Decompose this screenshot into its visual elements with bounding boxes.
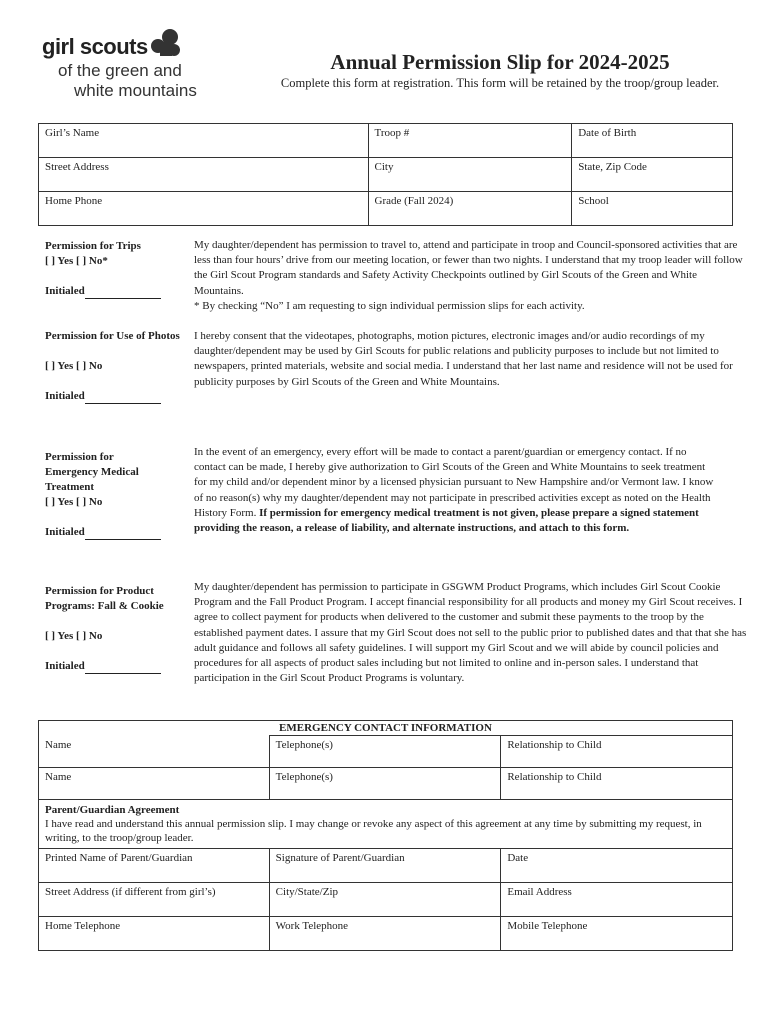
school-field[interactable]: School (572, 192, 733, 226)
printed-name-field[interactable]: Printed Name of Parent/Guardian (39, 849, 270, 883)
table-row (39, 192, 733, 226)
trips-title: Permission for Trips (45, 240, 141, 252)
contact2-relationship-field[interactable]: Relationship to Child (501, 768, 733, 800)
medical-text: In the event of an emergency, every effort will be made to contact a parent/guardian or emergency contact. If no contact can be made, I hereby give authorization to Girl Scouts of the Green and White Mountains to seek treatment for my child and/or dependent minor by a licensed physician pursuant to New Hampshire and/or Vermont law. I know of no reason(s) why my daughter/dependent may not participate in prescribed activities except as noted on the Health History Form. If permission for emergency medical treatment is not given, please prepare a signed statement providing the reason, a release of liability, and alternate instructions, and attach to this form. (194, 446, 714, 535)
photos-label (45, 329, 180, 404)
trefoil-icon (146, 28, 186, 62)
agreement-title: Parent/Guardian Agreement (45, 804, 180, 816)
table-row (39, 736, 733, 768)
photos-text: I hereby consent that the videotapes, photographs, motion pictures, electronic images and/or audio recordings of my daughter/dependent may be used by Girl Scouts for public relations and publicity purposes to include but not limited to newspapers, printed materials, website and social media. I understand that her last name and residence will not be used for publicity purposes by Girl Scouts of the Green and White Mountains. (194, 330, 733, 388)
trips-options[interactable]: [ ] Yes [ ] No* (45, 255, 108, 267)
contact1-name-field[interactable]: Name (39, 736, 270, 768)
product-title: Permission for Product Programs: Fall & Cookie (45, 585, 164, 612)
email-address-field[interactable]: Email Address (501, 883, 733, 917)
city-state-zip-field[interactable]: City/State/Zip (269, 883, 501, 917)
table-row (39, 883, 733, 917)
trips-label (45, 239, 180, 299)
girl-info-table (38, 123, 733, 226)
medical-bold-text: If permission for emergency medical treatment is not given, please prepare a signed statement providing the reason, a release of liability, and alternate instructions, and attach to this form. (194, 506, 699, 535)
girls-name-field[interactable]: Girl’s Name (39, 124, 369, 158)
medical-title: Permission for Emergency Medical Treatment (45, 451, 139, 493)
emergency-header: EMERGENCY CONTACT INFORMATION (39, 721, 733, 736)
agreement-block (39, 800, 733, 849)
date-field[interactable]: Date (501, 849, 733, 883)
medical-options[interactable]: [ ] Yes [ ] No (45, 496, 103, 508)
city-field[interactable]: City (368, 158, 572, 192)
table-row (39, 768, 733, 800)
photos-initialed[interactable]: Initialed (45, 389, 180, 404)
product-options[interactable]: [ ] Yes [ ] No (45, 630, 103, 642)
date-of-birth-field[interactable]: Date of Birth (572, 124, 733, 158)
state-zip-field[interactable]: State, Zip Code (572, 158, 733, 192)
contact1-relationship-field[interactable]: Relationship to Child (501, 736, 733, 768)
product-text: My daughter/dependent has permission to participate in GSGWM Product Programs, which includes Girl Scout Cookie Program and the Fall Product Program. I accept financial responsibility for all products and money my Girl Scout receives. I agree to collect payment for products when delivered to the customer and submit these payments to the troop by the established payment dates. I assure that my Girl Scout does not sell to the public prior to published dates and that that she has adult guidance and follows all safety guidelines. I will support my Girl Scout and we will abide by council policies and procedures for all aspects of product sales including but not limited to online and in-person sales. I understand that participation in the Girl Scout Product Programs is voluntary. (194, 581, 747, 685)
medical-label (45, 450, 165, 540)
page-subtitle: Complete this form at registration. This form will be retained by the troop/group leader. (280, 76, 720, 90)
home-phone-field[interactable]: Home Phone (39, 192, 369, 226)
trips-initialed[interactable]: Initialed (45, 284, 180, 299)
contact1-telephone-field[interactable]: Telephone(s) (269, 736, 501, 768)
photos-options[interactable]: [ ] Yes [ ] No (45, 360, 103, 372)
contact2-name-field[interactable]: Name (39, 768, 270, 800)
contact2-telephone-field[interactable]: Telephone(s) (269, 768, 501, 800)
table-row (39, 917, 733, 951)
trips-note: * By checking “No” I am requesting to sign individual permission slips for each activity. (194, 299, 585, 312)
street-address-field[interactable]: Street Address (39, 158, 369, 192)
photos-title: Permission for Use of Photos (45, 330, 180, 342)
emergency-contact-table (38, 720, 733, 951)
table-row (39, 158, 733, 192)
troop-field[interactable]: Troop # (368, 124, 572, 158)
home-telephone-field[interactable]: Home Telephone (39, 917, 270, 951)
girl-scouts-logo (42, 28, 222, 108)
table-row (39, 849, 733, 883)
logo-line1: girl scouts (42, 34, 148, 59)
agreement-text: I have read and understand this annual permission slip. I may change or revoke any aspect of this agreement at any time by submitting my request, in writing, to the troop/group leader. (45, 818, 702, 844)
page-title: Annual Permission Slip for 2024-2025 (330, 50, 670, 74)
mobile-telephone-field[interactable]: Mobile Telephone (501, 917, 733, 951)
parent-street-address-field[interactable]: Street Address (if different from girl’s) (39, 883, 270, 917)
signature-field[interactable]: Signature of Parent/Guardian (269, 849, 501, 883)
logo-line2: of the green and (58, 61, 182, 80)
product-label (45, 584, 180, 674)
grade-field[interactable]: Grade (Fall 2024) (368, 192, 572, 226)
table-row (39, 124, 733, 158)
work-telephone-field[interactable]: Work Telephone (269, 917, 501, 951)
medical-initialed[interactable]: Initialed (45, 525, 165, 540)
trips-text: My daughter/dependent has permission to travel to, attend and participate in troop and Council-sponsored activities that are less than four hours’ drive from our meeting location, or fewer than two nights. I understand that my troop leader will follow the Girl Scout Program standards and Safety Activity Checkpoints outlined by Girl Scouts of the Green and White Mountains. * By checking “No” I am requesting to sign individual permission slips for each activity. (194, 239, 743, 312)
product-initialed[interactable]: Initialed (45, 659, 180, 674)
logo-line3: white mountains (74, 81, 197, 100)
